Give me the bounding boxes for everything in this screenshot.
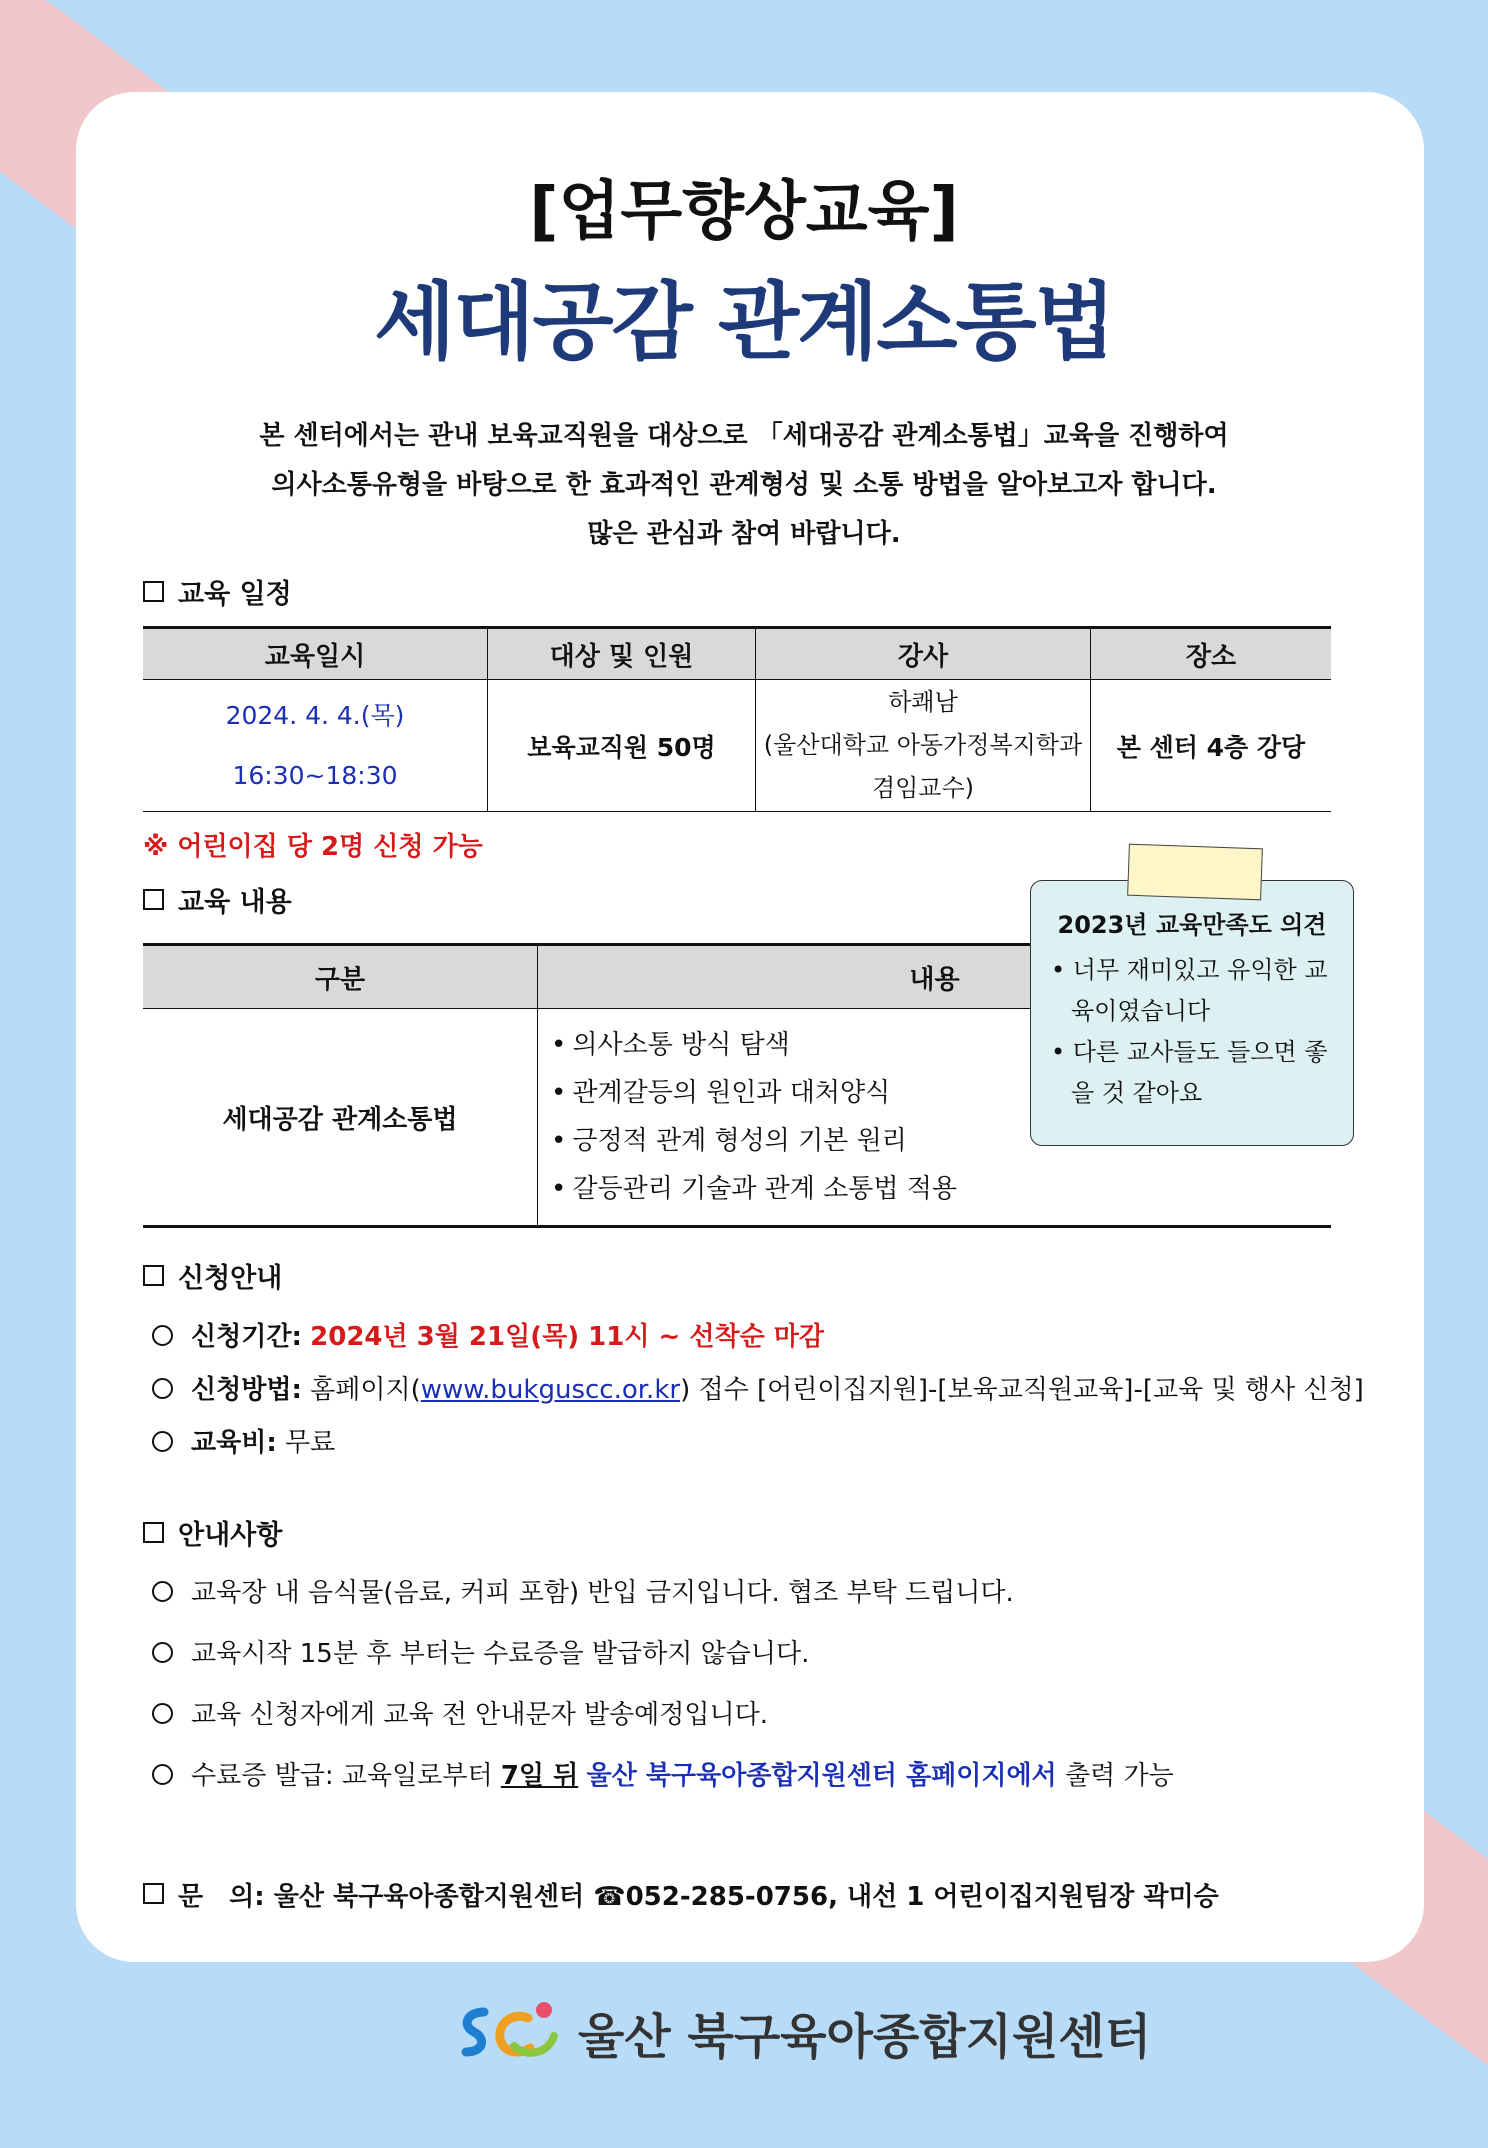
application-method: 신청방법: 홈페이지(www.bukguscc.or.kr) 접수 [어린이집지원]-[보육교직원교육]-[교육 및 행사 신청]: [152, 1369, 1364, 1406]
circle-bullet-icon: [152, 1703, 173, 1724]
days-after-text: 7일 뒤: [500, 1761, 579, 1791]
satisfaction-note: [1030, 880, 1354, 1146]
checkbox-square-icon: [143, 1883, 164, 1904]
header-content: 내용: [538, 945, 1332, 1009]
notices-heading: 안내사항: [143, 1513, 282, 1552]
table-row: [143, 680, 1331, 812]
schedule-note: ※ 어린이집 당 2명 신청 가능: [143, 832, 483, 862]
checkbox-square-icon: [143, 581, 164, 602]
schedule-target: 보육교직원 50명: [488, 680, 756, 812]
checkbox-square-icon: [143, 889, 164, 910]
period-value: 2024년 3월 21일(목) 11시 ~ 선착순 마감: [310, 1322, 824, 1352]
list-item: • 갈등관리 기술과 관계 소통법 적용: [551, 1165, 1330, 1213]
circle-bullet-icon: [152, 1764, 173, 1785]
table-header-row: [143, 628, 1331, 680]
notice-item-1: 교육장 내 음식물(음료, 커피 포함) 반입 금지입니다. 협조 부탁 드립니다.: [152, 1572, 1014, 1609]
intro-text: [0, 412, 1488, 559]
contact-text: 울산 북구육아종합지원센터 ☎052-285-0756, 내선 1 어린이집지원팀장 곽미승: [273, 1882, 1219, 1912]
circle-bullet-icon: [152, 1581, 173, 1602]
content-category: 세대공감 관계소통법: [143, 1009, 538, 1227]
header-instructor: 강사: [756, 628, 1091, 680]
note-item: • 너무 재미있고 유익한 교육이였습니다: [1051, 950, 1333, 1032]
schedule-heading: 교육 일정: [143, 572, 292, 611]
homepage-link[interactable]: www.bukguscc.or.kr: [420, 1375, 681, 1405]
notice-item-3: 교육 신청자에게 교육 전 안내문자 발송예정입니다.: [152, 1694, 768, 1731]
header-date: 교육일시: [143, 628, 488, 680]
list-item: • 긍정적 관계 형성의 기본 원리: [551, 1117, 1330, 1165]
intro-line-3: 많은 관심과 참여 바랍니다.: [587, 519, 901, 549]
header-category: 구분: [143, 945, 538, 1009]
circle-bullet-icon: [152, 1642, 173, 1663]
instructor-affiliation: (울산대학교 아동가정복지학과: [763, 731, 1083, 759]
list-item: • 관계갈등의 원인과 대처양식: [551, 1069, 1330, 1117]
schedule-time: 16:30~18:30: [232, 760, 398, 790]
schedule-location: 본 센터 4층 강당: [1091, 680, 1332, 812]
org-logo-icon: [456, 1996, 566, 2066]
circle-bullet-icon: [152, 1325, 173, 1346]
application-heading: 신청안내: [143, 1256, 282, 1295]
instructor-name: 하쾌남: [888, 688, 958, 716]
note-item: • 다른 교사들도 들으면 좋을 것 같아요: [1051, 1032, 1333, 1114]
notice-item-4: 수료증 발급: 교육일로부터 7일 뒤 울산 북구육아종합지원센터 홈페이지에서 출력 가능: [152, 1755, 1174, 1792]
header-target: 대상 및 인원: [488, 628, 756, 680]
tape-decoration: [1127, 844, 1263, 901]
checkbox-square-icon: [143, 1522, 164, 1543]
content-heading: 교육 내용: [143, 880, 292, 919]
contact-line: 문 의: 울산 북구육아종합지원센터 ☎052-285-0756, 내선 1 어린이집지원팀장 곽미승: [143, 1876, 1219, 1913]
application-fee: 교육비: 무료: [152, 1422, 335, 1459]
instructor-title: 겸임교수): [871, 774, 975, 802]
schedule-datetime: [143, 680, 488, 812]
checkbox-square-icon: [143, 1265, 164, 1286]
circle-bullet-icon: [152, 1431, 173, 1452]
note-title: 2023년 교육만족도 의견: [1057, 911, 1327, 939]
circle-bullet-icon: [152, 1378, 173, 1399]
schedule-table: [143, 626, 1331, 812]
schedule-instructor: [756, 680, 1091, 812]
header-location: 장소: [1091, 628, 1332, 680]
list-item: • 의사소통 방식 탐색: [551, 1021, 1330, 1069]
intro-line-2: 의사소통유형을 바탕으로 한 효과적인 관계형성 및 소통 방법을 알아보고자 합니다.: [271, 470, 1217, 500]
intro-line-1: 본 센터에서는 관내 보육교직원을 대상으로 「세대공감 관계소통법」교육을 진행하여: [259, 421, 1229, 451]
schedule-date: 2024. 4. 4.(목): [225, 700, 405, 730]
main-title: 세대공감 관계소통법: [374, 273, 1114, 371]
category-title: [업무향상교육]: [529, 175, 959, 249]
footer-org-name: 울산 북구육아종합지원센터: [578, 2009, 1152, 2065]
homepage-text: 울산 북구육아종합지원센터 홈페이지에서: [586, 1761, 1057, 1791]
notice-item-2: 교육시작 15분 후 부터는 수료증을 발급하지 않습니다.: [152, 1633, 809, 1670]
fee-value: 무료: [285, 1428, 336, 1458]
application-period: 신청기간: 2024년 3월 21일(목) 11시 ~ 선착순 마감: [152, 1316, 824, 1353]
